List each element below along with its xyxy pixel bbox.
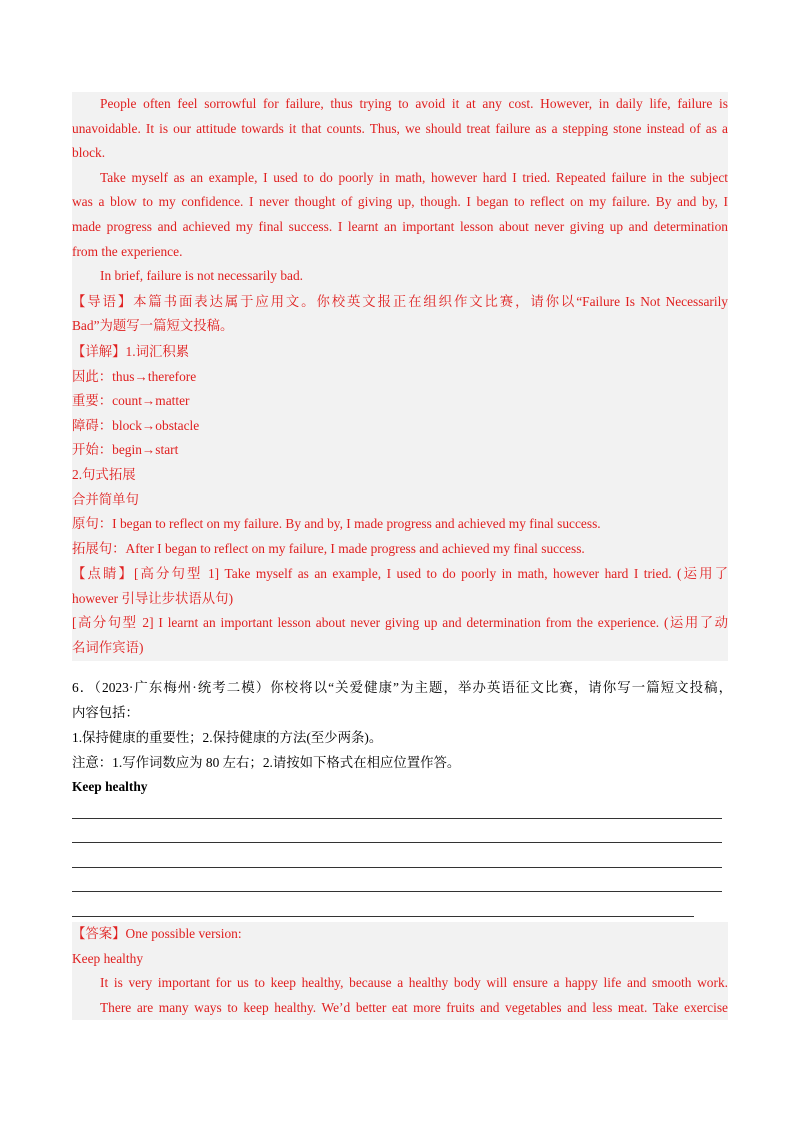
detail-title: 【详解】1.词汇积累	[72, 343, 190, 359]
highlight-line: 【点睛】[高分句型 1] Take myself as an example, I used to do poorly in math, however hard I tried. (运用了	[72, 566, 728, 582]
section-title: 2.句式拓展	[72, 466, 136, 482]
original-sentence: 原句：I began to reflect on my failure. By and by, I made progress and achieved my final success.	[72, 516, 601, 532]
essay-line: was a blow to my confidence. I never thought of giving up, though. I began to reflect on my failure. By and by, I	[72, 194, 728, 210]
answer-6-block	[72, 922, 728, 1020]
question-points: 1.保持健康的重要性；2.保持健康的方法(至少两条)。	[72, 730, 383, 746]
vocab-item: 重要：count→matter	[72, 393, 190, 409]
essay-line: People often feel sorrowful for failure, thus trying to avoid it at any cost. However, in daily life, failure is	[100, 96, 728, 111]
writing-line	[72, 867, 722, 868]
essay-line: In brief, failure is not necessarily bad.	[100, 268, 304, 284]
writing-line	[72, 891, 722, 892]
essay-line: block.	[72, 145, 106, 161]
question-6	[72, 676, 732, 800]
essay-line: from the experience.	[72, 243, 183, 259]
answer-explanation-block	[72, 92, 728, 661]
question-stem-line: 6．（2023·广东梅州·统考二模）你校将以“关爱健康”为主题，举办英语征文比赛，请你写一篇短文投稿，	[72, 680, 732, 695]
writing-line	[72, 842, 722, 843]
essay-title: Keep healthy	[72, 779, 148, 795]
essay-line: made progress and achieved my final success. I learnt an important lesson about never giving up and determination	[72, 218, 728, 234]
highlight-line: [高分句型 2] I learnt an important lesson about never giving up and determination from the experience. (运用了动	[72, 615, 728, 631]
expanded-sentence: 拓展句：After I began to reflect on my failure, I made progress and achieved my final success.	[72, 540, 585, 556]
vocab-item: 障碍：block→obstacle	[72, 417, 200, 433]
vocab-item: 因此：thus→therefore	[72, 368, 197, 384]
question-notes: 注意：1.写作词数应为 80 左右；2.请按如下格式在相应位置作答。	[72, 754, 461, 770]
answer-title: Keep healthy	[72, 950, 144, 966]
merge-label: 合并简单句	[72, 491, 139, 507]
answer-line: There are many ways to keep healthy. We’d better eat more fruits and vegetables and less meat. Take exercise	[100, 999, 728, 1015]
highlight-line: however 引导让步状语从句)	[72, 590, 234, 606]
essay-line: unavoidable. It is our attitude towards it that counts. Thus, we should treat failure as a stepping stone instead of as a	[72, 120, 728, 136]
answer-line: It is very important for us to keep healthy, because a healthy body will ensure a happy life and smooth work.	[100, 975, 728, 991]
writing-line	[72, 818, 722, 819]
answer-label: 【答案】One possible version:	[72, 926, 242, 941]
vocab-item: 开始：begin→start	[72, 442, 179, 458]
guide-line: 【导语】本篇书面表达属于应用文。你校英文报正在组织作文比赛，请你以“Failure Is Not Necessarily	[72, 293, 728, 309]
writing-line	[72, 916, 694, 917]
essay-line: Take myself as an example, I used to do poorly in math, however hard I tried. Repeated failure in the subject	[100, 169, 728, 185]
guide-line: Bad”为题写一篇短文投稿。	[72, 318, 234, 334]
question-stem-line: 内容包括：	[72, 704, 139, 720]
highlight-line: 名词作宾语)	[72, 640, 144, 656]
